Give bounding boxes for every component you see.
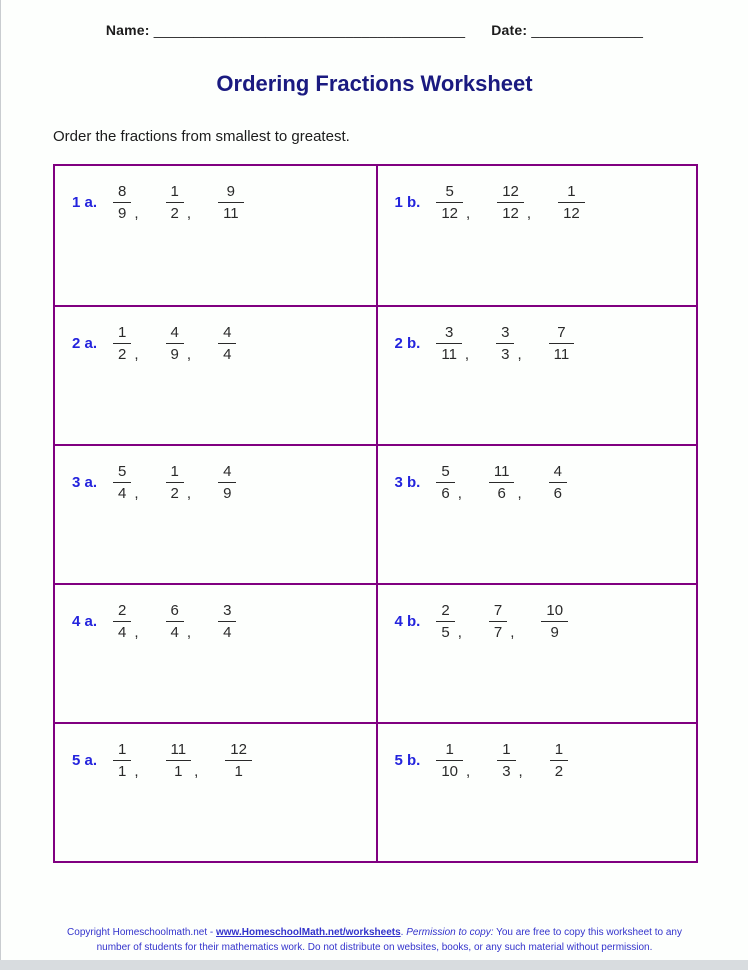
fraction-numerator: 1 [166, 183, 184, 203]
fraction-group [113, 183, 244, 222]
problem-cell [376, 305, 697, 444]
date-blank-line: ______________ [531, 22, 644, 38]
footer-permission-text: You are free to copy this worksheet to any number of students for their mathematics work. Do not distribute on websites, books, or any such material without permission. [96, 927, 682, 953]
fraction-numerator: 1 [550, 741, 568, 761]
problem-cell [376, 444, 697, 583]
fraction [549, 463, 567, 502]
fraction [166, 602, 184, 641]
fraction-denominator: 2 [170, 205, 179, 222]
fraction-denominator: 1 [234, 763, 243, 780]
fraction [436, 741, 463, 780]
fraction-separator-comma: , [510, 624, 515, 641]
fraction-separator-comma: , [186, 205, 192, 222]
problems-grid [53, 164, 698, 863]
fraction-denominator: 9 [170, 346, 179, 363]
fraction-separator-comma: , [518, 763, 523, 780]
problem-cell [55, 444, 376, 583]
fraction-numerator: 3 [218, 602, 236, 622]
fraction-denominator: 4 [118, 485, 127, 502]
instruction-text: Order the fractions from smallest to greatest. [53, 128, 350, 145]
page-bottom-edge [0, 960, 748, 970]
name-label: Name: [105, 22, 150, 38]
fraction-group [436, 463, 567, 502]
fraction-group [436, 741, 568, 780]
fraction-numerator: 7 [549, 324, 575, 344]
footer-copyright [65, 926, 685, 955]
problem-cell [55, 722, 376, 861]
problem-number: 5 b. [394, 752, 421, 769]
problem-number: 4 a. [72, 613, 98, 630]
fraction-separator-comma: , [517, 346, 522, 363]
footer-after-link: . [400, 927, 407, 938]
fraction-separator-comma: , [526, 205, 532, 222]
fraction-numerator: 5 [113, 463, 131, 483]
fraction [166, 741, 192, 780]
fraction-denominator: 11 [441, 346, 457, 363]
problem-number: 3 a. [72, 474, 98, 491]
fraction-group [436, 602, 568, 641]
fraction-denominator: 11 [223, 205, 239, 222]
worksheets-link[interactable]: www.HomeschoolMath.net/worksheets [216, 927, 401, 938]
fraction-denominator: 4 [170, 624, 179, 641]
fraction [550, 741, 568, 780]
fraction-denominator: 9 [118, 205, 127, 222]
fraction-denominator: 11 [553, 346, 570, 363]
problem-number: 4 b. [394, 613, 421, 630]
fraction-denominator: 6 [441, 485, 450, 502]
fraction-separator-comma: , [466, 763, 471, 780]
fraction-group [436, 183, 584, 222]
fraction-denominator: 3 [501, 346, 510, 363]
fraction-denominator: 9 [223, 485, 232, 502]
problem-cell [376, 583, 697, 722]
fraction-numerator: 2 [113, 602, 131, 622]
footer-copyright-prefix: Copyright Homeschoolmath.net - [67, 927, 216, 938]
fraction [218, 324, 236, 363]
fraction-denominator: 5 [441, 624, 450, 641]
problem-number: 3 b. [394, 474, 421, 491]
fraction [436, 602, 454, 641]
fraction-denominator: 1 [174, 763, 183, 780]
fraction-group [113, 463, 236, 502]
fraction-group [436, 324, 574, 363]
problem-cell [55, 166, 376, 305]
fraction-numerator: 12 [497, 183, 524, 203]
fraction-separator-comma: , [186, 485, 192, 502]
fraction-group [113, 741, 252, 780]
fraction [113, 324, 131, 363]
problem-cell [55, 305, 376, 444]
fraction-separator-comma: , [457, 485, 462, 502]
page-title: Ordering Fractions Worksheet [216, 71, 533, 96]
fraction [497, 741, 515, 780]
fraction-separator-comma: , [134, 346, 139, 363]
fraction [497, 183, 524, 222]
problem-number: 2 b. [394, 335, 421, 352]
fraction [496, 324, 514, 363]
fraction-separator-comma: , [194, 763, 199, 780]
fraction-denominator: 2 [554, 763, 564, 780]
fraction-numerator: 5 [436, 463, 454, 483]
fraction-separator-comma: , [186, 346, 192, 363]
fraction-numerator: 1 [558, 183, 585, 203]
fraction [489, 602, 507, 641]
fraction [489, 463, 515, 502]
fraction-denominator: 2 [170, 485, 179, 502]
fraction-numerator: 4 [218, 324, 236, 344]
fraction [113, 741, 131, 780]
name-date-row [1, 22, 748, 38]
fraction-denominator: 6 [553, 485, 562, 502]
fraction-numerator: 1 [497, 741, 515, 761]
fraction-group [113, 602, 236, 641]
name-blank-line: _______________________________________ [153, 22, 466, 38]
fraction-denominator: 6 [497, 485, 506, 502]
fraction [218, 463, 236, 502]
fraction-separator-comma: , [186, 624, 192, 641]
fraction-numerator: 10 [541, 602, 568, 622]
fraction-numerator: 4 [218, 463, 236, 483]
fraction-numerator: 1 [113, 324, 131, 344]
fraction [558, 183, 585, 222]
fraction-numerator: 4 [166, 324, 184, 344]
fraction-denominator: 4 [118, 624, 127, 641]
fraction-numerator: 1 [113, 741, 131, 761]
fraction-separator-comma: , [466, 205, 471, 222]
fraction [436, 183, 463, 222]
fraction-separator-comma: , [464, 346, 470, 363]
fraction [436, 324, 462, 363]
date-field-group [491, 22, 643, 38]
fraction-denominator: 4 [223, 346, 232, 363]
fraction [113, 602, 131, 641]
fraction-numerator: 1 [166, 463, 184, 483]
fraction-denominator: 7 [493, 624, 503, 641]
problem-number: 5 a. [72, 752, 98, 769]
fraction [218, 602, 236, 641]
fraction [225, 741, 252, 780]
fraction-numerator: 11 [166, 741, 192, 761]
fraction [218, 183, 244, 222]
fraction [166, 324, 184, 363]
fraction-separator-comma: , [134, 485, 139, 502]
fraction-numerator: 12 [225, 741, 252, 761]
date-label: Date: [491, 22, 528, 38]
fraction-separator-comma: , [457, 624, 462, 641]
fraction-numerator: 7 [489, 602, 507, 622]
fraction-numerator: 6 [166, 602, 184, 622]
fraction-numerator: 8 [113, 183, 131, 203]
fraction-denominator: 12 [563, 205, 580, 222]
fraction [113, 463, 131, 502]
fraction-numerator: 11 [489, 463, 515, 483]
fraction-numerator: 3 [436, 324, 462, 344]
name-field-group [106, 22, 465, 38]
fraction [113, 183, 131, 222]
fraction-separator-comma: , [517, 485, 522, 502]
fraction-numerator: 9 [218, 183, 244, 203]
fraction [541, 602, 568, 641]
problem-cell [376, 166, 697, 305]
fraction-denominator: 9 [550, 624, 559, 641]
problem-cell [55, 583, 376, 722]
problem-number: 1 b. [394, 194, 421, 211]
fraction-denominator: 10 [441, 763, 459, 780]
footer-permission-label: Permission to copy: [406, 927, 494, 938]
fraction-numerator: 4 [549, 463, 567, 483]
fraction [166, 463, 184, 502]
fraction-separator-comma: , [134, 205, 139, 222]
fraction [436, 463, 454, 502]
fraction [549, 324, 575, 363]
fraction-denominator: 4 [223, 624, 232, 641]
problem-number: 1 a. [72, 194, 98, 211]
fraction-numerator: 3 [496, 324, 514, 344]
fraction [166, 183, 184, 222]
fraction-separator-comma: , [134, 763, 139, 780]
fraction-denominator: 3 [502, 763, 511, 780]
fraction-numerator: 2 [436, 602, 454, 622]
fraction-denominator: 2 [118, 346, 127, 363]
fraction-denominator: 1 [118, 763, 127, 780]
fraction-separator-comma: , [134, 624, 139, 641]
fraction-numerator: 1 [436, 741, 463, 761]
fraction-denominator: 12 [441, 205, 459, 222]
fraction-numerator: 5 [436, 183, 463, 203]
fraction-denominator: 12 [502, 205, 519, 222]
problem-cell [376, 722, 697, 861]
problem-number: 2 a. [72, 335, 98, 352]
fraction-group [113, 324, 236, 363]
